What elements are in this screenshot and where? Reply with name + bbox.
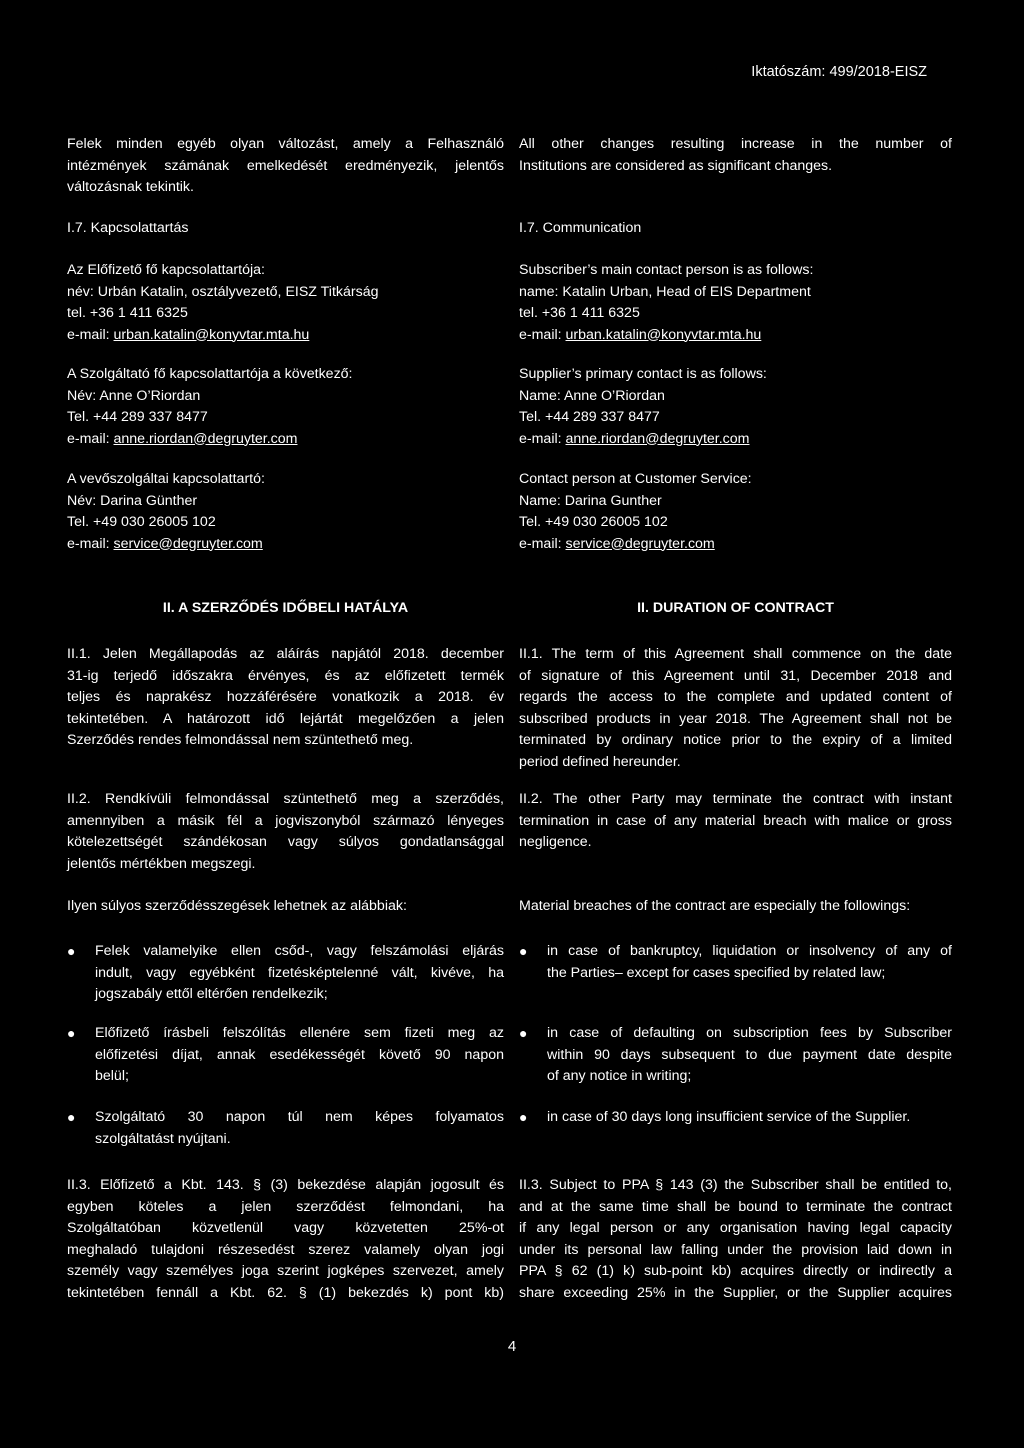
text-line: of any notice in writing; (547, 1068, 692, 1084)
email-link[interactable]: anne.riordan@degruyter.com (113, 430, 298, 447)
customer-service-contact-en (519, 469, 952, 555)
clause-2-2-hu (67, 789, 504, 875)
text-line: szolgáltatást nyújtani. (95, 1130, 231, 1147)
chapter-title-en: II. DURATION OF CONTRACT (637, 600, 834, 616)
contact-phone: tel. +36 1 411 6325 (519, 305, 640, 321)
clause-2-1-hu (67, 644, 504, 752)
bullet-icon: ● (67, 943, 76, 959)
clause-2-3-en (519, 1175, 952, 1304)
contact-name: Name: Darina Gunther (519, 492, 662, 509)
text-line: tekintetében fennáll a Kbt. 62. § (1) bekezdés k) pont kb) (67, 1284, 504, 1301)
text-line: II.1. The term of this Agreement shall commence on the date (519, 646, 952, 662)
text-line: Felek valamelyike ellen csőd-, vagy felszámolási eljárás (95, 943, 504, 959)
contact-heading: Subscriber’s main contact person is as follows: (519, 262, 814, 278)
breach-item-en-1 (547, 941, 952, 984)
contact-name: név: Urbán Katalin, osztályvezető, EISZ Titkárság (67, 283, 379, 300)
text-line: subscribed products in year 2018. The Agreement shall not be (519, 710, 952, 727)
contact-name: name: Katalin Urban, Head of EIS Department (519, 283, 811, 300)
chapter-title-hu: II. A SZERZŐDÉS IDŐBELI HATÁLYA (162, 600, 409, 616)
breach-item-hu-1 (95, 941, 504, 1006)
customer-service-contact-hu (67, 469, 504, 555)
text-line: PPA § 62 (1) k) sub-point kb) acquires directly or indirectly a (519, 1263, 952, 1279)
intro-en (519, 134, 952, 177)
page-number: 4 (507, 1338, 517, 1355)
text-line: változásnak tekintik. (67, 179, 194, 195)
text-line: II.3. Subject to PPA § 143 (3) the Subscriber shall be entitled to, (519, 1177, 952, 1193)
contact-name: Name: Anne O’Riordan (519, 387, 665, 404)
contact-phone: Tel. +44 289 337 8477 (67, 409, 208, 425)
breach-intro-hu: Ilyen súlyos szerződésszegések lehetnek az alábbiak: (67, 898, 407, 914)
breach-item-hu-3 (95, 1107, 504, 1150)
contact-name: Név: Anne O’Riordan (67, 387, 201, 404)
bullet-icon: ● (67, 1025, 76, 1041)
email-link[interactable]: anne.riordan@degruyter.com (565, 430, 750, 447)
text-line: Szolgáltató 30 napon túl nem képes folyamatos (95, 1109, 504, 1125)
email-label: e-mail: (519, 535, 566, 552)
text-line: jelentős mértékben megszegi. (67, 855, 256, 872)
bullet-icon: ● (67, 1109, 76, 1125)
breach-intro-en: Material breaches of the contract are especially the followings: (519, 898, 911, 914)
text-line: within 90 days subsequent to due payment date despite (547, 1046, 952, 1063)
section-title-en: I.7. Communication (519, 220, 642, 236)
clause-2-3-hu (67, 1175, 504, 1304)
intro-hu (67, 134, 504, 199)
text-line: in case of defaulting on subscription fees by Subscriber (547, 1025, 952, 1041)
contact-heading: A Szolgáltató fő kapcsolattartója a következő: (67, 366, 353, 382)
text-line: intézmények számának emelkedését eredményezik, jelentős (67, 157, 504, 174)
text-line: jogszabály ettől eltérően rendelkezik; (95, 986, 328, 1002)
text-line: teljes és naprakész hozzáférésére vonatkozik a 2018. év (67, 689, 504, 705)
text-line: II.3. Előfizető a Kbt. 143. § (3) bekezdése alapján jogosult és (67, 1177, 504, 1193)
email-label: e-mail: (67, 430, 114, 447)
clause-2-1-en (519, 644, 952, 773)
email-link[interactable]: urban.katalin@konyvtar.mta.hu (565, 326, 762, 343)
text-line: of signature of this Agreement until 31, December 2018 and (519, 667, 952, 684)
document-reference: Iktatószám: 499/2018-EISZ (751, 64, 927, 80)
breach-item-en-2 (547, 1023, 952, 1088)
contact-phone: Tel. +49 030 26005 102 (67, 514, 216, 530)
text-line: All other changes resulting increase in the number of (519, 136, 952, 152)
text-line: share exceeding 25% in the Supplier, or the Supplier acquires (519, 1284, 952, 1301)
text-line: 31-ig terjedő időszakra érvényes, és az előfizetett termék (67, 667, 504, 684)
text-line: Előfizető írásbeli felszólítás ellenére sem fizeti meg az (95, 1025, 504, 1041)
text-line: meghaladó tulajdoni részesedést szerez valamely olyan jogi (67, 1241, 504, 1258)
email-label: e-mail: (519, 430, 566, 447)
text-line: if any legal person or any organisation having legal capacity (519, 1220, 952, 1236)
text-line: amennyiben a másik fél a jogviszonyból származó lényeges (67, 812, 504, 829)
contact-heading: Contact person at Customer Service: (519, 471, 752, 487)
bullet-icon: ● (519, 1109, 528, 1125)
text-line: tekintetében. A határozott idő lejártát megelőzően a jelen (67, 710, 504, 727)
text-line: and at the same time shall be bound to terminate the contract (519, 1198, 952, 1215)
email-label: e-mail: (67, 326, 114, 343)
section-title-hu: I.7. Kapcsolattartás (67, 220, 189, 236)
text-line: negligence. (519, 834, 592, 850)
contact-heading: A vevőszolgáltai kapcsolattartó: (67, 471, 265, 487)
subscriber-contact-en (519, 260, 952, 346)
text-line: személy vagy személyes joga szerint jogképes szervezet, amely (67, 1263, 504, 1279)
supplier-contact-hu (67, 364, 504, 450)
text-line: in case of 30 days long insufficient service of the Supplier. (547, 1109, 911, 1125)
text-line: termination in case of any material breach with malice or gross (519, 812, 952, 829)
bullet-icon: ● (519, 1025, 528, 1041)
text-line: Szerződés rendes felmondással nem szüntethető meg. (67, 732, 414, 748)
text-line: terminated by ordinary notice prior to the expiry of a limited (519, 732, 952, 748)
email-link[interactable]: urban.katalin@konyvtar.mta.hu (113, 326, 310, 343)
text-line: indult, vagy egyébként fizetésképtelenné vált, kivéve, ha (95, 964, 504, 981)
contact-name: Név: Darina Günther (67, 492, 198, 509)
text-line: Institutions are considered as significant changes. (519, 157, 833, 174)
text-line: kötelezettségét szándékosan vagy súlyos gondatlansággal (67, 834, 504, 850)
text-line: regards the access to the complete and updated content of (519, 689, 952, 705)
text-line: egyben köteles a jelen szerződést felmondani, ha (67, 1198, 504, 1215)
text-line: II.1. Jelen Megállapodás az aláírás napjától 2018. december (67, 646, 504, 662)
email-label: e-mail: (519, 326, 566, 343)
contact-phone: Tel. +44 289 337 8477 (519, 409, 660, 425)
contact-heading: Az Előfizető fő kapcsolattartója: (67, 262, 265, 278)
contact-heading: Supplier’s primary contact is as follows: (519, 366, 767, 382)
text-line: II.2. Rendkívüli felmondással szüntethető meg a szerződés, (67, 791, 504, 807)
contact-phone: Tel. +49 030 26005 102 (519, 514, 668, 530)
text-line: period defined hereunder. (519, 753, 681, 770)
supplier-contact-en (519, 364, 952, 450)
text-line: in case of bankruptcy, liquidation or insolvency of any of (547, 943, 952, 959)
text-line: under its personal law falling under the provision laid down in (519, 1241, 952, 1258)
email-link[interactable]: service@degruyter.com (113, 535, 263, 552)
email-label: e-mail: (67, 535, 114, 552)
subscriber-contact-hu (67, 260, 504, 346)
text-line: II.2. The other Party may terminate the contract with instant (519, 791, 952, 807)
text-line: belül; (95, 1068, 129, 1084)
text-line: Szolgáltatóban közvetlenül vagy közvetetten 25%-ot (67, 1220, 504, 1236)
breach-item-en-3 (547, 1107, 952, 1129)
contact-phone: tel. +36 1 411 6325 (67, 305, 188, 321)
clause-2-2-en (519, 789, 952, 854)
text-line: előfizetési díjat, annak esedékességét követő 90 napon (95, 1046, 504, 1063)
email-link[interactable]: service@degruyter.com (565, 535, 715, 552)
text-line: Felek minden egyéb olyan változást, amely a Felhasználó (67, 136, 504, 152)
breach-item-hu-2 (95, 1023, 504, 1088)
text-line: the Parties– except for cases specified by related law; (547, 964, 886, 981)
bullet-icon: ● (519, 943, 528, 959)
